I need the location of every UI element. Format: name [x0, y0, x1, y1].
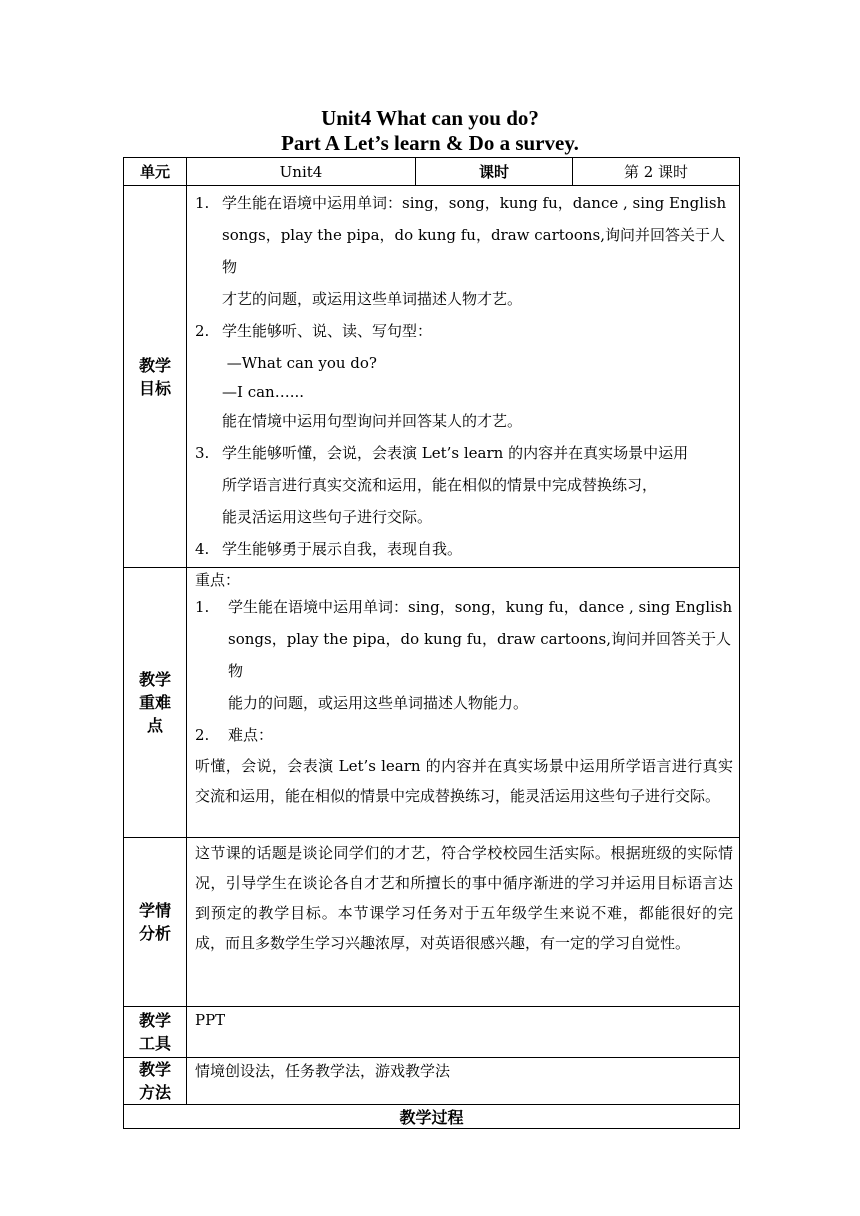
document-title: Unit4 What can you do? [321, 106, 539, 130]
methods-label: 教学 方法 [124, 1058, 187, 1105]
unit-label: 单元 [124, 158, 187, 186]
objectives-content [187, 186, 740, 568]
key-points-content [187, 568, 740, 838]
header-row [124, 158, 740, 186]
key-points-label: 教学 重难 点 [124, 568, 187, 838]
analysis-label: 学情 分析 [124, 838, 187, 1007]
process-row [124, 1105, 740, 1129]
objective-item: 2. 学生能够听、说、读、写句型： [195, 322, 433, 340]
objective-note: 能在情境中运用句型询问并回答某人的才艺。 [222, 412, 523, 430]
process-heading: 教学过程 [124, 1105, 740, 1129]
unit-value: Unit4 [187, 158, 416, 186]
difficulty-text: 听懂，会说，会表演 Let’s learn 的内容并在真实场景中运用所学语言进行真实交流和运用，能在相似的情景中完成替换练习，能灵活运用这些句子进行交际。 [195, 757, 733, 805]
objectives-row [124, 186, 740, 568]
key-points-heading: 重点： [195, 571, 241, 589]
tools-row [124, 1007, 740, 1058]
methods-content: 情境创设法，任务教学法，游戏教学法 [187, 1058, 740, 1105]
dialogue-answer: —I can…... [222, 383, 305, 401]
lesson-plan-table [123, 157, 740, 1129]
period-value: 第 2 课时 [573, 158, 740, 186]
key-points-row [124, 568, 740, 838]
objective-item: 4. 学生能够勇于展示自我，表现自我。 [195, 540, 463, 558]
tools-content: PPT [187, 1007, 740, 1058]
objectives-label: 教学 目标 [124, 186, 187, 568]
analysis-row [124, 838, 740, 1007]
objective-item: 3. 学生能够听懂，会说，会表演 Let’s learn 的内容并在真实场景中运用 所学语言进行真实交流和运用，能在相似的情景中完成替换练习， 能灵活运用这些句子进行交际。 [195, 444, 689, 526]
methods-row [124, 1058, 740, 1105]
tools-label: 教学 工具 [124, 1007, 187, 1058]
analysis-content: 这节课的话题是谈论同学们的才艺，符合学校校园生活实际。根据班级的实际情况，引导学生在谈论各自才艺和所擅长的事中循序渐进的学习并运用目标语言达到预定的教学目标。本节课学习任务对于五年级学生来说不难，都能很好的完成，而且多数学生学习兴趣浓厚，对英语很感兴趣，有一定的学习自觉性。 [187, 838, 740, 1007]
document-subtitle: Part A Let’s learn & Do a survey. [281, 131, 579, 155]
period-label: 课时 [416, 158, 573, 186]
dialogue-question: —What can you do? [222, 354, 377, 372]
objective-item: 1. 学生能在语境中运用单词：sing，song，kung fu，dance , sing English songs，play the pipa，do kung fu，draw cartoons,询问并回答关于人物 才艺的问题，或运用这些单词描述人物才艺。 [195, 194, 727, 308]
key-point-item: 2. 难点： [195, 726, 274, 744]
key-point-item: 1. 学生能在语境中运用单词：sing，song，kung fu，dance , sing English songs，play the pipa，do kung fu，draw cartoons,询问并回答关于人物 能力的问题，或运用这些单词描述人物能力。 [195, 598, 733, 712]
